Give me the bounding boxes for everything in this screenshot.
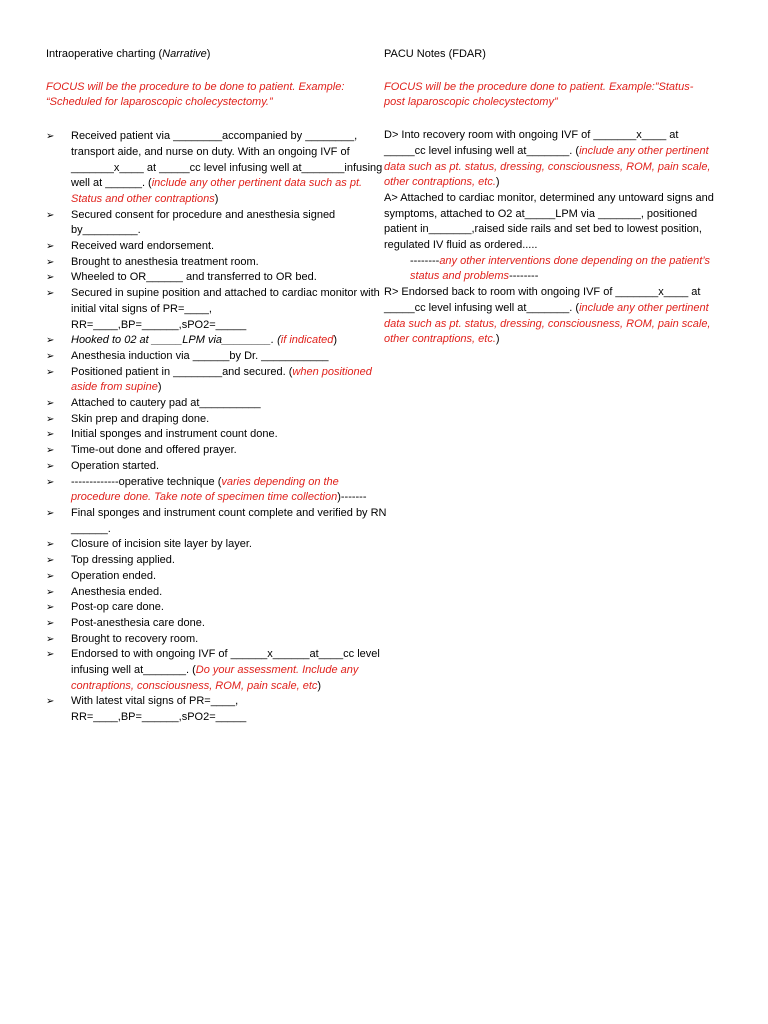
arrow-bullet-icon: ➢ [46, 256, 55, 268]
intraoperative-checklist [46, 129, 388, 726]
list-item: ➢ Brought to recovery room. [46, 632, 388, 648]
arrow-bullet-icon: ➢ [46, 272, 55, 284]
fdar-data-entry: D> Into recovery room with ongoing IVF of _______x____ at _____cc level infusing well at_______. (include any other pertinent data such as pt. status, dressing, consciousness, ROM, pain scale, other contraptions, etc.) [384, 129, 711, 189]
list-item: ➢ Anesthesia induction via ______by Dr. ___________ [46, 349, 388, 365]
pacu-title: PACU Notes (FDAR) [384, 48, 486, 60]
list-item: ➢ Attached to cautery pad at__________ [46, 396, 388, 412]
list-item: ➢ Secured in supine position and attached to cardiac monitor with initial vital signs of PR=____, RR=____,BP=______,sPO2=_____ [46, 287, 380, 331]
fdar-response-entry: R> Endorsed back to room with ongoing IVF of _______x____ at _____cc level infusing well at_______. (include any other pertinent data such as pt. status, dressing, consciousness, ROM, pain scale, other contraptions, etc.) [384, 286, 711, 346]
arrow-bullet-icon: ➢ [46, 209, 55, 221]
arrow-bullet-icon: ➢ [46, 633, 55, 645]
arrow-bullet-icon: ➢ [46, 350, 55, 362]
arrow-bullet-icon: ➢ [46, 445, 55, 457]
arrow-bullet-icon: ➢ [46, 460, 55, 472]
list-item: ➢ Received ward endorsement. [46, 239, 388, 255]
list-item: ➢ Top dressing applied. [46, 553, 388, 569]
intraoperative-title: Intraoperative charting (Narrative) [46, 48, 211, 60]
list-item: ➢ Final sponges and instrument count complete and verified by RN ______. [46, 506, 387, 535]
list-item: ➢ Operation ended. [46, 569, 388, 585]
fdar-notes [384, 128, 720, 348]
arrow-bullet-icon: ➢ [46, 539, 55, 551]
arrow-bullet-icon: ➢ [46, 602, 55, 614]
arrow-bullet-icon: ➢ [46, 366, 55, 378]
list-item: ➢ -------------operative technique (varies depending on the procedure done. Take note of specimen time collection)------- [46, 475, 367, 504]
arrow-bullet-icon: ➢ [46, 586, 55, 598]
arrow-bullet-icon: ➢ [46, 617, 55, 629]
arrow-bullet-icon: ➢ [46, 335, 55, 347]
intraoperative-charting-column [46, 47, 388, 726]
list-item: ➢ Received patient via ________accompanied by ________, transport aide, and nurse on duty. With an ongoing IVF of _______x____ at _____cc level infusing well at_______infusing well at ______. (include any other pertinent data such as pt. Status and other contraptions) [46, 130, 383, 205]
list-item: ➢ With latest vital signs of PR=____, RR=____,BP=______,sPO2=_____ [46, 695, 247, 724]
arrow-bullet-icon: ➢ [46, 696, 55, 708]
list-item: ➢ Endorsed to with ongoing IVF of ______x______at____cc level infusing well at_______. (Do your assessment. Include any contraptions, consciousness, ROM, pain scale, etc) [46, 648, 380, 692]
arrow-bullet-icon: ➢ [46, 429, 55, 441]
list-item: ➢ Wheeled to OR______ and transferred to OR bed. [46, 270, 388, 286]
arrow-bullet-icon: ➢ [46, 398, 55, 410]
list-item: ➢ Operation started. [46, 459, 388, 475]
list-item: ➢ Initial sponges and instrument count done. [46, 427, 388, 443]
arrow-bullet-icon: ➢ [46, 555, 55, 567]
list-item: ➢ Post-op care done. [46, 600, 388, 616]
arrow-bullet-icon: ➢ [46, 131, 55, 143]
list-item: ➢ Closure of incision site layer by layer. [46, 537, 388, 553]
list-item: ➢ Hooked to 02 at _____LPM via________. (if indicated) [46, 333, 388, 349]
list-item: ➢ Anesthesia ended. [46, 585, 388, 601]
arrow-bullet-icon: ➢ [46, 507, 55, 519]
list-item: ➢ Positioned patient in ________and secured. (when positioned aside from supine) [46, 365, 372, 394]
list-item: ➢ Brought to anesthesia treatment room. [46, 255, 388, 271]
list-item: ➢ Skin prep and draping done. [46, 412, 388, 428]
arrow-bullet-icon: ➢ [46, 476, 55, 488]
arrow-bullet-icon: ➢ [46, 413, 55, 425]
arrow-bullet-icon: ➢ [46, 649, 55, 661]
fdar-interventions-note: --------any other interventions done depending on the patient’s status and problems-------- [410, 254, 711, 283]
arrow-bullet-icon: ➢ [46, 570, 55, 582]
fdar-action-entry: A> Attached to cardiac monitor, determined any untoward signs and symptoms, attached to O2 at_____LPM via _______, positioned patient in_______,raised side rails and set bed to lowest position, regulated IV fluid as ordered..... [384, 191, 714, 252]
intraoperative-focus-note: FOCUS will be the procedure to be done to patient. Example: “Scheduled for laparoscopic cholecystectomy.” [46, 80, 345, 109]
arrow-bullet-icon: ➢ [46, 241, 55, 253]
list-item: ➢ Secured consent for procedure and anesthesia signed by_________. [46, 208, 336, 237]
list-item: ➢ Time-out done and offered prayer. [46, 443, 388, 459]
pacu-notes-column [384, 47, 720, 348]
list-item: ➢ Post-anesthesia care done. [46, 616, 388, 632]
arrow-bullet-icon: ➢ [46, 288, 55, 300]
pacu-focus-note: FOCUS will be the procedure done to patient. Example:”Status- post laparoscopic cholecystectomy” [384, 80, 694, 109]
